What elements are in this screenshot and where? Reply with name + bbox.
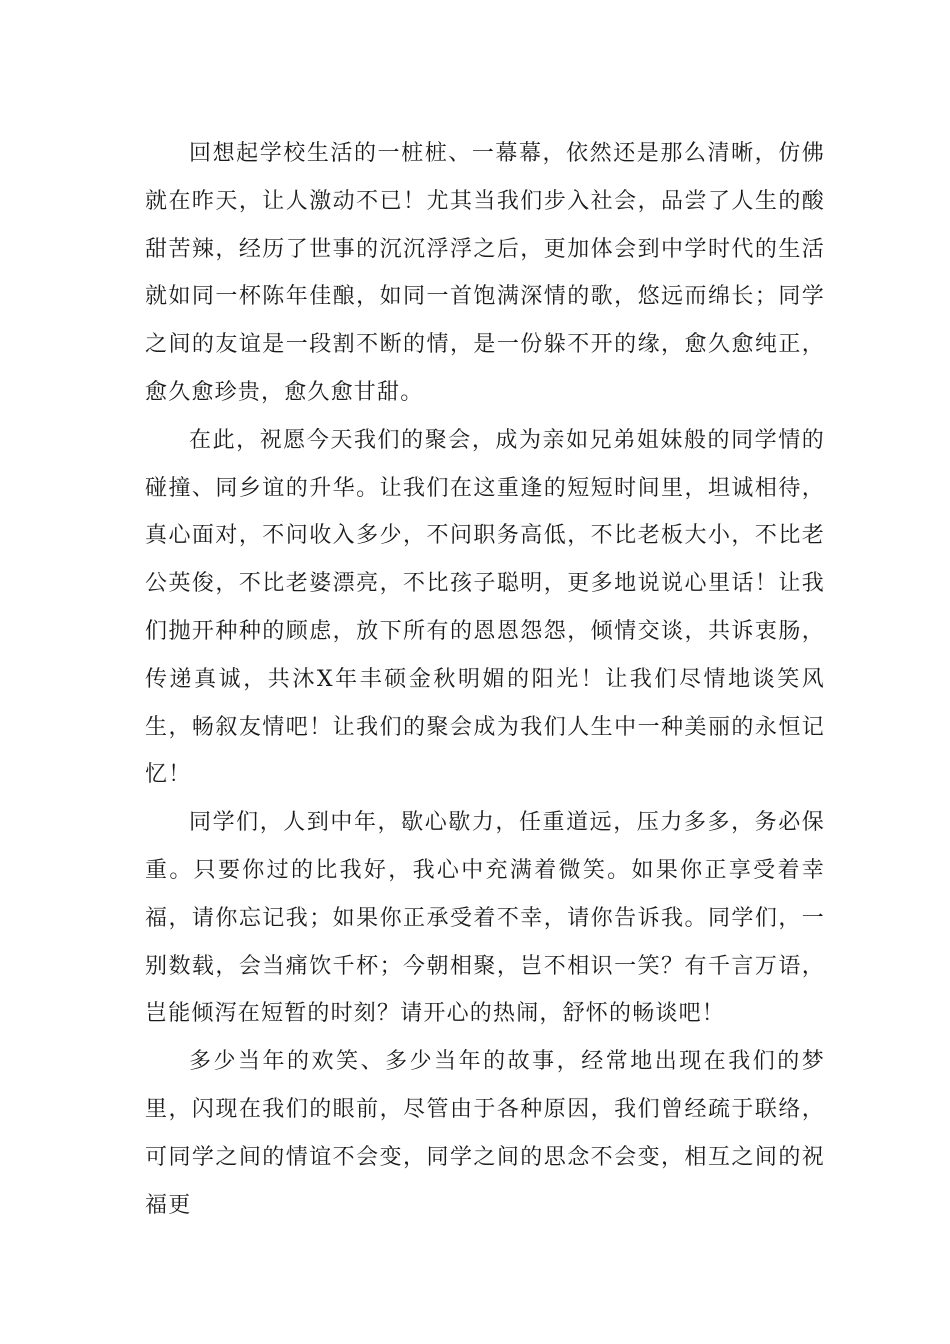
- document-body: [145, 130, 825, 1229]
- paragraph-1: 回想起学校生活的一桩桩、一幕幕，依然还是那么清晰，仿佛就在昨天，让人激动不已！尤其当我们步入社会，品尝了人生的酸甜苦辣，经历了世事的沉沉浮浮之后，更加体会到中学时代的生活就如同一杯陈年佳酿，如同一首饱满深情的歌，悠远而绵长；同学之间的友谊是一段割不断的情，是一份躲不开的缘，愈久愈纯正，愈久愈珍贵，愈久愈甘甜。: [145, 141, 825, 405]
- paragraph-3: 同学们，人到中年，歇心歇力，任重道远，压力多多，务必保重。只要你过的比我好，我心中充满着微笑。如果你正享受着幸福，请你忘记我；如果你正承受着不幸，请你告诉我。同学们，一别数载，会当痛饮千杯；今朝相聚，岂不相识一笑？有千言万语，岂能倾泻在短暂的时刻？请开心的热闹，舒怀的畅谈吧！: [145, 810, 825, 1027]
- paragraph-2: 在此，祝愿今天我们的聚会，成为亲如兄弟姐妹般的同学情的碰撞、同乡谊的升华。让我们在这重逢的短短时间里，坦诚相待，真心面对，不问收入多少，不问职务高低，不比老板大小，不比老公英俊，不比老婆漂亮，不比孩子聪明，更多地说说心里话！让我们抛开种种的顾虑，放下所有的恩恩怨怨，倾情交谈，共诉衷肠，传递真诚，共沐X年丰硕金秋明媚的阳光！让我们尽情地谈笑风生，畅叙友情吧！让我们的聚会成为我们人生中一种美丽的永恒记忆！: [145, 427, 825, 788]
- paragraph-4: 多少当年的欢笑、多少当年的故事，经常地出现在我们的梦里，闪现在我们的眼前，尽管由于各种原因，我们曾经疏于联络，可同学之间的情谊不会变，同学之间的思念不会变，相互之间的祝福更: [145, 1049, 825, 1218]
